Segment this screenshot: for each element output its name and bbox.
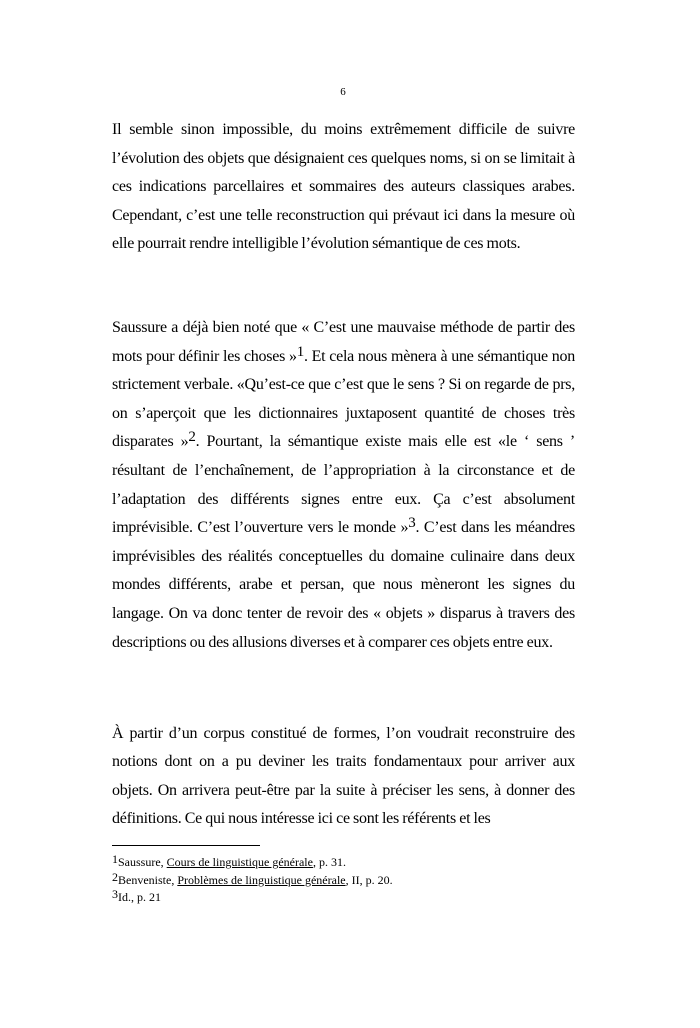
paragraph-2	[112, 314, 575, 657]
paragraph-2-segment-2: . Et cela nous mènera à une sémantique non strictement verbale. «Qu’est-ce que c’est que le sens ? Si on regarde de prs, on s’aperçoit que les dictionnaires juxtaposent quantité de choses très disparates »	[112, 347, 575, 451]
footnote-ref-2: 2	[188, 429, 196, 446]
paragraph-2-segment-4: . C’est dans les méandres imprévisibles des réalités conceptuelles du domaine culinaire dans deux mondes différents, arabe et persan, que nous mèneront les signes du langage. On va donc tenter de revoir des « objets » disparus à travers des descriptions ou des allusions diverses et à comparer ces objets entre eux.	[112, 519, 575, 651]
footnote-rest: , p. 31.	[312, 855, 346, 869]
footnote-rest: Id., p. 21	[118, 890, 161, 904]
footnote-1	[112, 854, 572, 872]
footnote-ref-3: 3	[408, 515, 416, 532]
paragraph-2-segment-3: . Pourtant, la sémantique existe mais elle est «le ‘ sens ’ résultant de l’enchaînement, de l’appropriation à la circonstance et de l’adaptation des différents signes entre eux. Ça c’est absolument imprévisible. C’est l’ouverture vers le monde »	[112, 433, 575, 537]
footnote-2	[112, 869, 572, 890]
footnote-title: Problèmes de linguistique générale	[177, 872, 346, 887]
footnote-author: Saussure,	[118, 855, 167, 869]
paragraph-2-segment-1: Saussure a déjà bien noté que « C’est une mauvaise méthode de partir des mots pour définir les choses »	[112, 319, 575, 365]
footnote-number: 1	[112, 852, 118, 866]
footnotes	[112, 854, 572, 907]
footnote-number: 3	[112, 887, 118, 901]
paragraph-3-text: À partir d’un corpus constitué de formes, l’on voudrait reconstruire des notions dont on a pu deviner les traits fondamentaux pour arriver aux objets. On arrivera peut-être par la suite à préciser les sens, à donner des définitions. Ce qui nous intéresse ici ce sont les référents et les	[112, 725, 575, 828]
footnote-number: 2	[112, 869, 118, 884]
footnote-ref-1: 1	[296, 343, 304, 360]
paragraph-1	[112, 116, 575, 259]
footnote-separator	[112, 845, 260, 846]
footnote-3	[112, 889, 572, 907]
footnote-author: Benveniste,	[118, 872, 178, 887]
paragraph-2-text	[112, 314, 575, 657]
paragraph-3	[112, 720, 575, 834]
page-number: 6	[340, 86, 346, 98]
footnote-rest: , II, p. 20.	[345, 872, 393, 887]
paragraph-1-text: Il semble sinon impossible, du moins extrêmement difficile de suivre l’évolution des objets que désignaient ces quelques noms, si on se limitait à ces indications parcellaires et sommaires des auteurs classiques arabes. Cependant, c’est une telle reconstruction qui prévaut ici dans la mesure où elle pourrait rendre intelligible l’évolution sémantique de ces mots.	[112, 121, 575, 253]
footnote-title: Cours de linguistique générale	[166, 855, 313, 869]
